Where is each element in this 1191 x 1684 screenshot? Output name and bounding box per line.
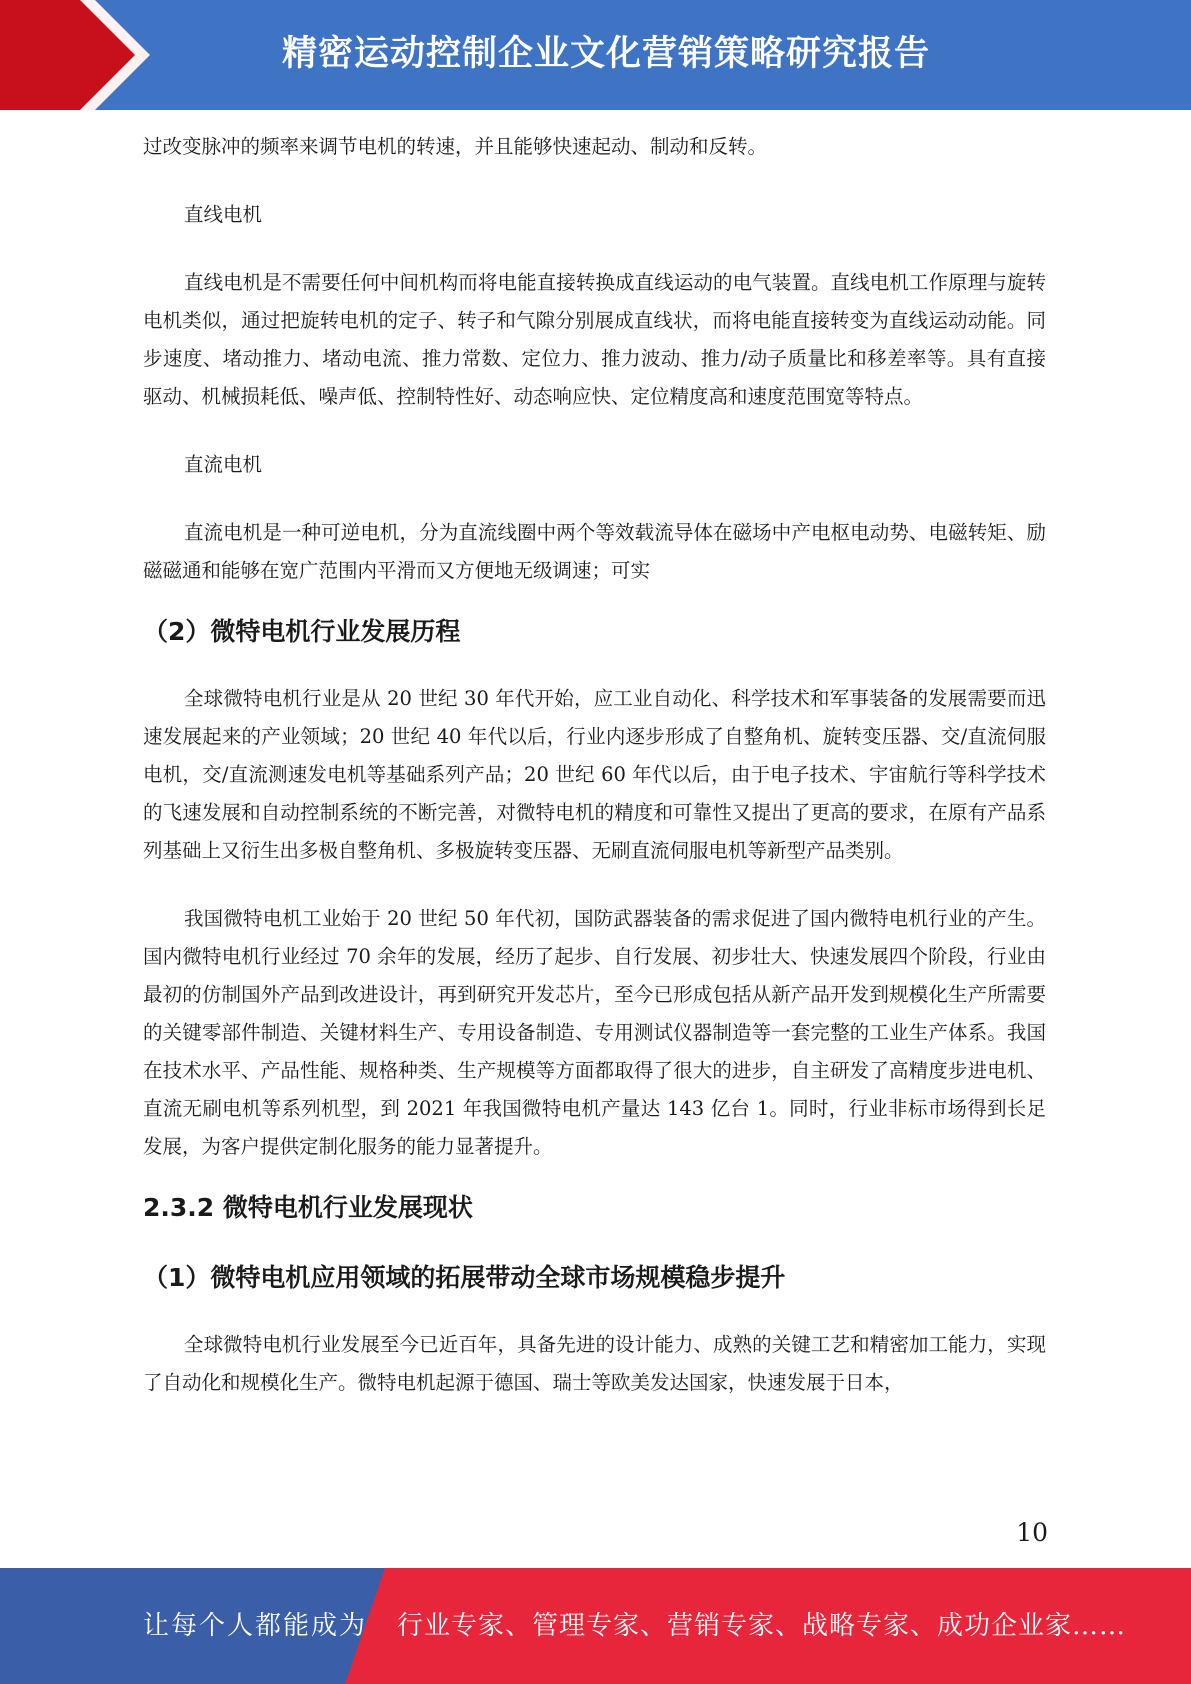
chevron-ribbon-icon <box>0 0 200 110</box>
report-title: 精密运动控制企业文化营销策略研究报告 <box>282 34 931 74</box>
paragraph: 全球微特电机行业发展至今已近百年，具备先进的设计能力、成熟的关键工艺和精密加工能力，实现了自动化和规模化生产。微特电机起源于德国、瑞士等欧美发达国家，快速发展于日本， <box>143 1333 1046 1394</box>
paragraph: 过改变脉冲的频率来调节电机的转速，并且能够快速起动、制动和反转。 <box>143 135 768 158</box>
paragraph: 直线电机是不需要任何中间机构而将电能直接转换成直线运动的电气装置。直线电机工作原理与旋转电机类似，通过把旋转电机的定子、转子和气隙分别展成直线状，而将电能直接转变为直线运动动能。同步速度、堵动推力、堵动电流、推力常数、定位力、推力波动、推力/动子质量比和移差率等。具有直接驱动、机械损耗低、噪声低、控制特性好、动态响应快、定位精度高和速度范围宽等特点。 <box>143 271 1046 408</box>
page-header <box>0 0 1191 110</box>
paragraph: 直流电机 <box>184 453 263 476</box>
subsection-heading: （2）微特电机行业发展历程 <box>143 617 461 646</box>
footer-slogan: 行业专家、管理专家、营销专家、战略专家、成功企业家…… <box>397 1611 1127 1641</box>
page-number: 10 <box>1016 1518 1048 1547</box>
paragraph: 直流电机是一种可逆电机，分为直流线圈中两个等效载流导体在磁场中产电枢电动势、电磁转矩、励磁磁通和能够在宽广范围内平滑而又方便地无级调速；可实 <box>143 521 1046 582</box>
subsection-heading: （1）微特电机应用领域的拓展带动全球市场规模稳步提升 <box>143 1263 786 1292</box>
footer-slogan-lead: 让每个人都能成为 <box>143 1611 368 1641</box>
section-heading: 2.3.2 微特电机行业发展现状 <box>143 1193 473 1222</box>
paragraph: 全球微特电机行业是从 20 世纪 30 年代开始，应工业自动化、科学技术和军事装备的发展需要而迅速发展起来的产业领域；20 世纪 40 年代以后，行业内逐步形成了自整角机、旋转变压器、交/直流伺服电机，交/直流测速发电机等基础系列产品；20 世纪 60 年代以后，由于电子技术、宇宙航行等科学技术的飞速发展和自动控制系统的不断完善，对微特电机的精度和可靠性又提出了更高的要求，在原有产品系列基础上又衍生出多极自整角机、多极旋转变压器、无刷直流伺服电机等新型产品类别。 <box>143 687 1046 862</box>
paragraph: 我国微特电机工业始于 20 世纪 50 年代初，国防武器装备的需求促进了国内微特电机行业的产生。国内微特电机行业经过 70 余年的发展，经历了起步、自行发展、初步壮大、快速发展四个阶段，行业由最初的仿制国外产品到改进设计，再到研究开发芯片，至今已形成包括从新产品开发到规模化生产所需要的关键零部件制造、关键材料生产、专用设备制造、专用测试仪器制造等一套完整的工业生产体系。我国在技术水平、产品性能、规格种类、生产规模等方面都取得了很大的进步，自主研发了高精度步进电机、直流无刷电机等系列机型，到 2021 年我国微特电机产量达 143 亿台 1。同时，行业非标市场得到长足发展，为客户提供定制化服务的能力显著提升。 <box>143 907 1046 1158</box>
paragraph: 直线电机 <box>184 203 263 226</box>
page-footer <box>0 1568 1191 1684</box>
document-body <box>143 128 1046 1402</box>
